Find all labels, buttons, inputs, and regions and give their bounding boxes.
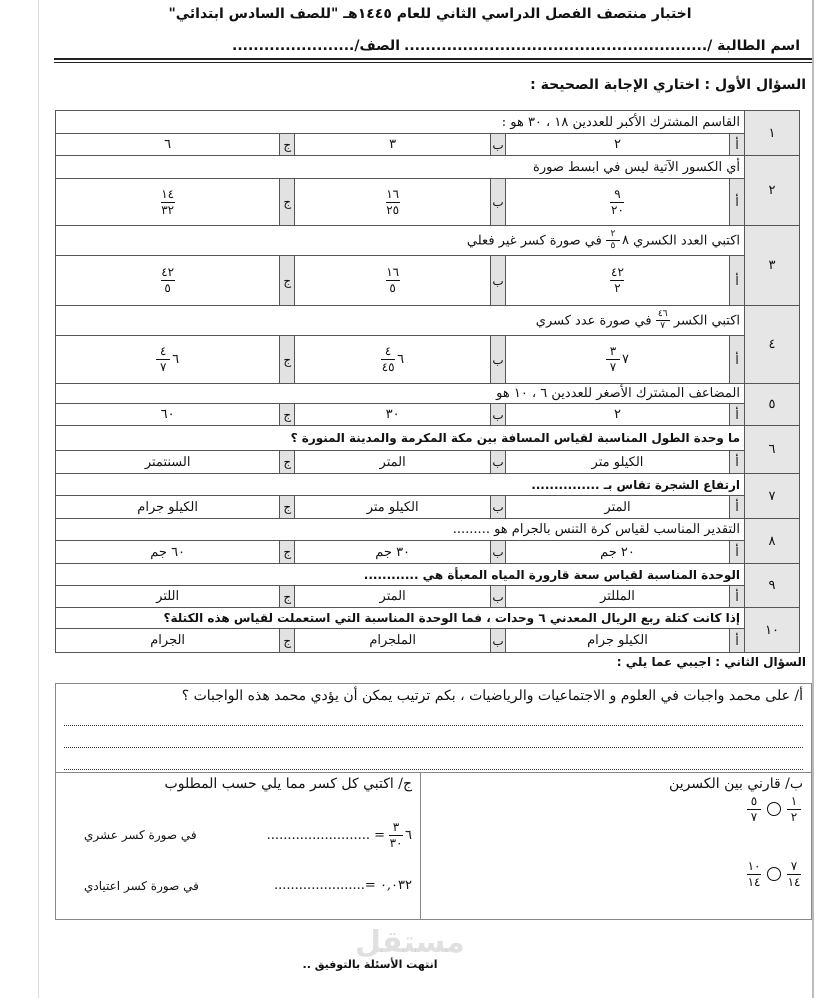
option-text: ٢٠ جم: [600, 544, 635, 560]
question-number: ١٠: [745, 608, 800, 653]
compare-circle[interactable]: [767, 802, 781, 816]
option-a[interactable]: [505, 179, 729, 226]
option-c[interactable]: [56, 134, 280, 156]
question-number: ٧: [745, 474, 800, 519]
denominator: ٧: [660, 321, 666, 331]
question-text: ما وحدة الطول المناسبة لقياس المسافة بين مكة المكرمة والمدينة المنورة ؟: [290, 431, 740, 445]
fraction: [610, 188, 624, 216]
question-text: القاسم المشترك الأكبر للعددين ١٨ ، ٣٠ هو :: [501, 114, 740, 130]
question-number: ٣: [745, 226, 800, 306]
fraction: [389, 821, 403, 849]
option-text: الكيلو جرام: [137, 499, 198, 515]
options-row: [56, 134, 800, 156]
denominator: ٧: [750, 809, 758, 824]
fraction: [610, 266, 624, 294]
option-c[interactable]: [56, 629, 280, 653]
question-stem: [56, 226, 745, 256]
question-a-text: أ/ على محمد واجبات في العلوم و الاجتماعيات والرياضيات ، بكم ترتيب يمكن أن يؤدي محمد هذه الواجبات ؟: [181, 688, 803, 704]
option-a[interactable]: [505, 336, 729, 384]
denominator: ٢: [614, 281, 621, 295]
option-label-c: ج: [280, 256, 295, 306]
numerator: ١٦: [386, 265, 400, 280]
options-row: [56, 256, 800, 306]
option-label-c: ج: [280, 336, 295, 384]
question-row: [56, 519, 800, 541]
option-a[interactable]: [505, 629, 729, 653]
option-a[interactable]: [505, 586, 729, 608]
option-text: الكيلو متر: [366, 499, 419, 515]
option-label-a: أ: [730, 179, 745, 226]
question-stem: [56, 474, 745, 496]
numerator: ٩: [614, 186, 621, 201]
question-stem: [56, 608, 745, 629]
option-a[interactable]: [505, 541, 729, 564]
option-c[interactable]: [56, 541, 280, 564]
mixed-number: [381, 345, 404, 373]
option-label-c: ج: [280, 541, 295, 564]
question-row: [56, 384, 800, 404]
option-text: الكيلو متر: [591, 454, 644, 470]
compare-circle[interactable]: [767, 867, 781, 881]
option-b[interactable]: [295, 541, 491, 564]
options-row: [56, 451, 800, 474]
question-a-box: [55, 683, 812, 773]
option-text: الملجرام: [369, 633, 416, 648]
denominator: ١٤: [747, 874, 761, 889]
option-text: ٣٠: [385, 407, 400, 422]
whole: ٨: [621, 233, 629, 248]
question-row: [56, 426, 800, 451]
option-label-a: أ: [730, 451, 745, 474]
option-c[interactable]: [56, 496, 280, 519]
question-row: [56, 608, 800, 629]
option-label-a: أ: [730, 586, 745, 608]
option-text: ٢: [613, 137, 621, 152]
denominator: ٢٠: [611, 202, 624, 217]
option-a[interactable]: [505, 256, 729, 306]
numerator: ٣: [392, 820, 400, 834]
question-b-box: [420, 772, 812, 920]
options-row: [56, 179, 800, 226]
option-label-c: ج: [280, 586, 295, 608]
question-number: ٢: [745, 156, 800, 226]
watermark-logo: مستقل: [355, 925, 465, 960]
question-text: اكتبي العدد الكسري: [633, 233, 740, 248]
option-text: المتر: [379, 454, 406, 470]
question-number: ٥: [745, 384, 800, 426]
option-c[interactable]: [56, 586, 280, 608]
denominator: ١٤: [787, 874, 801, 889]
question-number: ٨: [745, 519, 800, 564]
option-c[interactable]: [56, 179, 280, 226]
question-b-title: ب/ قارني بين الكسرين: [669, 776, 803, 792]
question-row: [56, 226, 800, 256]
option-b[interactable]: [295, 336, 491, 384]
option-a[interactable]: [505, 451, 729, 474]
denominator: ٣٢: [161, 202, 175, 217]
answer-line[interactable]: [64, 748, 803, 770]
answer-blank[interactable]: = .........................: [266, 827, 386, 843]
option-label-b: ب: [490, 179, 505, 226]
option-text: الكيلو جرام: [587, 633, 648, 648]
convert-label: في صورة كسر عشري: [84, 828, 197, 843]
question-row: [56, 564, 800, 586]
options-row: [56, 336, 800, 384]
whole: ٦: [397, 352, 405, 367]
option-a[interactable]: [505, 134, 729, 156]
option-c[interactable]: [56, 336, 280, 384]
denominator: ٣٠: [389, 835, 403, 850]
numerator: ١: [790, 794, 798, 808]
fraction: [386, 188, 400, 216]
option-label-b: ب: [490, 629, 505, 653]
option-label-b: ب: [490, 451, 505, 474]
fraction: [161, 188, 175, 216]
options-row: [56, 496, 800, 519]
option-label-c: ج: [280, 496, 295, 519]
question-text-after: في صورة عدد كسري: [535, 313, 652, 328]
header-divider: [54, 58, 812, 63]
mixed-number: [389, 821, 412, 849]
option-label-b: ب: [490, 496, 505, 519]
denominator: ٢٥: [386, 202, 400, 217]
denominator: ٥: [164, 281, 171, 295]
option-c[interactable]: [56, 256, 280, 306]
option-text: المتر: [604, 499, 631, 515]
option-label-a: أ: [730, 541, 745, 564]
question-text: ارتفاع الشجرة تقاس بـ ...............: [531, 477, 740, 492]
question-stem: [56, 519, 745, 541]
student-name-field[interactable]: اسم الطالبة /.........................................................: [404, 38, 800, 54]
section2-title: السؤال الثاني : اجيبي عما يلي :: [616, 655, 806, 669]
question-row: [56, 474, 800, 496]
option-text: ٦٠: [160, 407, 175, 422]
option-label-b: ب: [490, 404, 505, 426]
question-number: ٩: [745, 564, 800, 608]
options-row: [56, 586, 800, 608]
option-label-b: ب: [490, 256, 505, 306]
mixed-number: [606, 345, 629, 373]
section1-title: السؤال الأول : اختاري الإجابة الصحيحة :: [530, 77, 806, 93]
numerator: ١٦: [386, 186, 400, 201]
options-row: [56, 541, 800, 564]
fraction: [606, 345, 620, 373]
fraction: [386, 266, 400, 294]
numerator: ٧: [790, 859, 798, 873]
question-stem: [56, 111, 745, 134]
fraction: [787, 860, 801, 888]
option-label-a: أ: [730, 134, 745, 156]
question-text: المضاعف المشترك الأصغر للعددين ٦ ، ١٠ هو: [496, 386, 740, 401]
question-stem: [56, 306, 745, 336]
option-label-b: ب: [490, 134, 505, 156]
numerator: ٤٢: [161, 265, 175, 280]
numerator: ٤: [159, 344, 167, 359]
numerator: ٣: [609, 344, 617, 359]
question-stem: [56, 384, 745, 404]
class-field[interactable]: الصف/.......................: [232, 38, 400, 54]
denominator: ٥: [610, 241, 616, 251]
question-number: ٦: [745, 426, 800, 474]
question-stem: [56, 426, 745, 451]
option-label-b: ب: [490, 336, 505, 384]
option-label-a: أ: [730, 336, 745, 384]
options-row: [56, 404, 800, 426]
option-text: المتر: [379, 589, 406, 604]
whole: ٦: [172, 352, 180, 367]
numerator: ١٤: [161, 186, 175, 201]
answer-line[interactable]: [64, 704, 803, 726]
question-row: [56, 306, 800, 336]
option-text: السنتمتر: [144, 454, 191, 470]
denominator: ٢: [790, 809, 798, 824]
option-label-c: ج: [280, 179, 295, 226]
question-stem: [56, 564, 745, 586]
question-text: إذا كانت كتلة ربع الريال المعدني ٦ وحدات ، فما الوحدة المناسبة التي استعملت لقياس هذه الكتلة؟: [163, 611, 740, 625]
options-row: [56, 629, 800, 653]
convert-item-2: [64, 878, 412, 893]
option-b[interactable]: [295, 179, 491, 226]
option-b[interactable]: [295, 451, 491, 474]
option-a[interactable]: [505, 404, 729, 426]
fraction: [156, 345, 170, 373]
question-row: [56, 156, 800, 179]
option-b[interactable]: [295, 256, 491, 306]
whole: ٧: [621, 352, 629, 367]
compare-pair: [747, 795, 801, 823]
question-number: ٤: [745, 306, 800, 384]
numerator: ٤٢: [611, 265, 624, 280]
exam-title: اختبار منتصف الفصل الدراسي الثاني للعام ١٤٤٥هـ "للصف السادس ابتدائي": [168, 6, 692, 22]
question-row: [56, 111, 800, 134]
option-label-b: ب: [490, 541, 505, 564]
option-b[interactable]: [295, 586, 491, 608]
fraction: [747, 795, 761, 823]
option-label-b: ب: [490, 586, 505, 608]
option-label-c: ج: [280, 404, 295, 426]
option-text: ٣: [389, 137, 397, 152]
option-b[interactable]: [295, 134, 491, 156]
question-text: أي الكسور الآتية ليس في ابسط صورة: [533, 159, 740, 175]
question-c-title: ج/ اكتبي كل كسر مما يلي حسب المطلوب: [164, 776, 412, 792]
convert-item-1: [64, 821, 412, 849]
mixed-number: [156, 345, 179, 373]
convert-label: في صورة كسر اعتيادي: [84, 878, 199, 893]
option-b[interactable]: [295, 629, 491, 653]
option-text: اللتر: [156, 589, 180, 604]
denominator: ٧: [609, 360, 617, 374]
whole: ٦: [405, 827, 412, 843]
fraction: [656, 310, 670, 332]
fraction: [161, 266, 175, 294]
denominator: ٥: [389, 281, 396, 295]
option-label-a: أ: [730, 256, 745, 306]
option-c[interactable]: [56, 451, 280, 474]
answer-line[interactable]: [64, 726, 803, 748]
decimal-value[interactable]: ٠,٠٣٢ =......................: [274, 878, 412, 893]
option-a[interactable]: [505, 496, 729, 519]
numerator: ٢: [610, 228, 616, 239]
option-label-c: ج: [280, 134, 295, 156]
option-label-a: أ: [730, 629, 745, 653]
option-label-a: أ: [730, 404, 745, 426]
question-text: التقدير المناسب لقياس كرة التنس بالجرام هو .........: [452, 522, 740, 537]
option-label-c: ج: [280, 451, 295, 474]
page-edge: [38, 0, 39, 998]
fraction: [787, 795, 801, 823]
option-b[interactable]: [295, 404, 491, 426]
option-text: ٦: [164, 137, 172, 152]
fraction: [381, 345, 395, 373]
question-c-box: [55, 772, 421, 920]
page-edge: [812, 0, 814, 998]
denominator: ٤٥: [381, 360, 395, 374]
option-b[interactable]: [295, 496, 491, 519]
numerator: ٤٦: [657, 308, 668, 319]
option-label-a: أ: [730, 496, 745, 519]
question-text: اكتبي الكسر: [673, 313, 740, 328]
question-number: ١: [745, 111, 800, 156]
option-text: المللتر: [600, 589, 635, 604]
numerator: ٥: [750, 794, 758, 808]
multiple-choice-table: [55, 110, 800, 653]
fraction: [747, 860, 761, 888]
mixed-number: [606, 230, 629, 252]
option-text: ٣٠ جم: [375, 544, 411, 560]
option-label-c: ج: [280, 629, 295, 653]
question-text-after: في صورة كسر غير فعلي: [466, 233, 602, 248]
option-c[interactable]: [56, 404, 280, 426]
question-stem: [56, 156, 745, 179]
option-text: ٢: [613, 407, 621, 422]
closing-text: انتهت الأسئلة بالتوفيق ..: [302, 958, 438, 971]
option-text: الجرام: [150, 633, 186, 648]
fraction: [606, 230, 620, 252]
compare-pair: [747, 860, 801, 888]
numerator: ١٠: [747, 859, 761, 873]
option-text: ٦٠ جم: [150, 544, 186, 560]
question-text: الوحدة المناسبة لقياس سعة قارورة المياه المعبأة هي ............: [363, 567, 740, 582]
numerator: ٤: [384, 344, 392, 359]
denominator: ٧: [159, 360, 167, 374]
